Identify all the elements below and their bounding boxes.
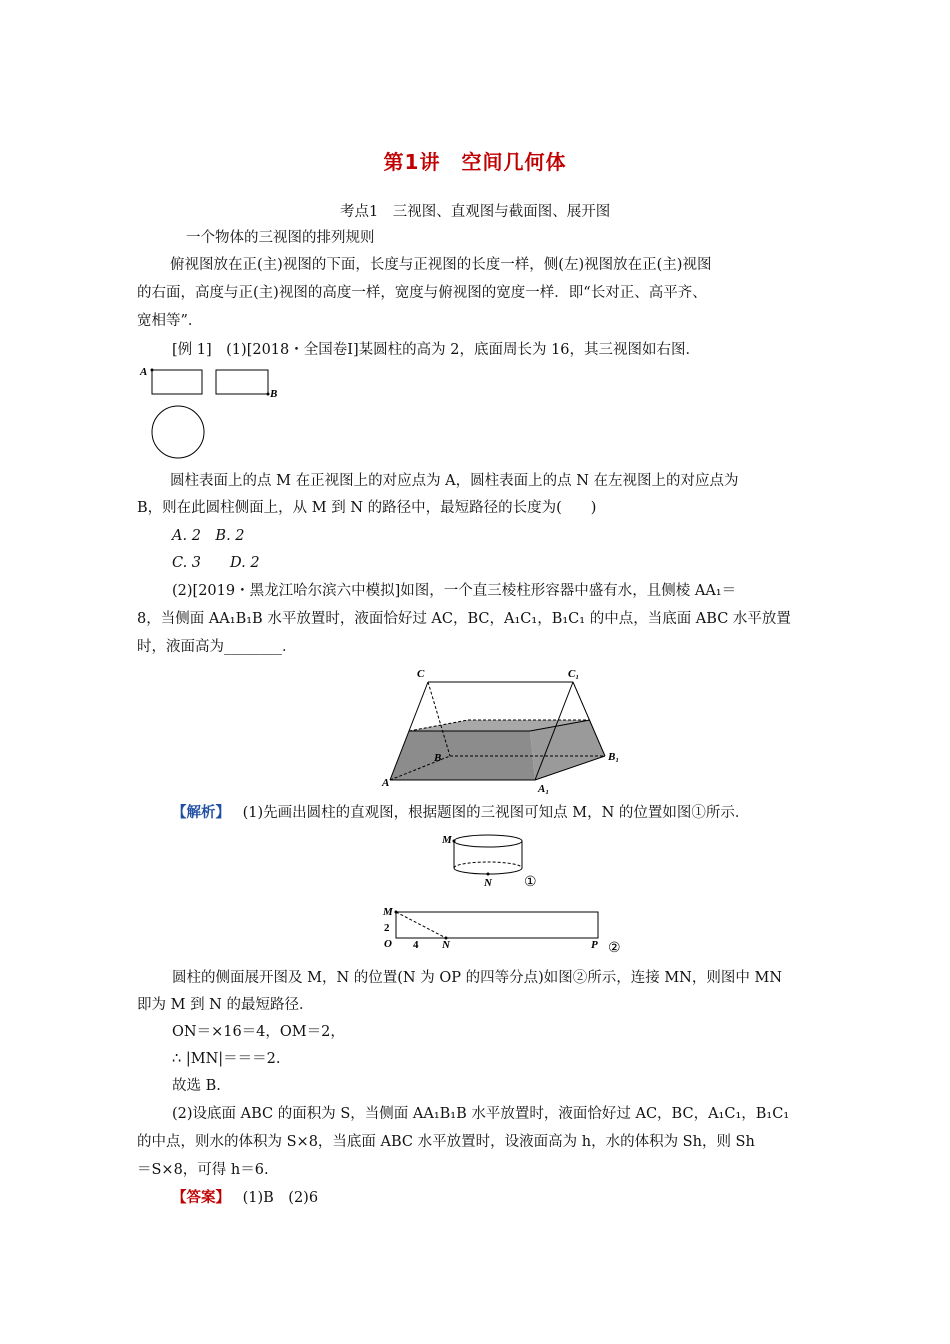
analysis-line: 的中点，则水的体积为 S×8，当底面 ABC 水平放置时，设液面高为 h，水的体积为 Sh，则 Sh [137, 1134, 755, 1150]
three-views-figure [138, 362, 298, 467]
rule-line: 宽相等”． [137, 313, 203, 329]
label-b: B [270, 388, 278, 400]
front-view [152, 370, 202, 394]
analysis-line: (1)先画出圆柱的直观图，根据题图的三视图可知点 M，N 的位置如图①所示． [242, 805, 750, 821]
rule-heading: 一个物体的三视图的排列规则 [186, 230, 375, 246]
cylinder-figure [440, 830, 550, 890]
answer-tag: 【答案】 [172, 1189, 230, 1206]
label-n: N [484, 877, 492, 889]
question2-line: 8，当侧面 AA₁B₁B 水平放置时，液面恰好过 AC，BC，A₁C₁，B₁C₁ 的中点，当底面 ABC 水平放置 [137, 611, 791, 627]
question2-line: 时，液面高为________． [137, 639, 297, 655]
prism-figure [380, 660, 620, 795]
page-title: 第1讲 空间几何体 [383, 150, 567, 174]
label-b: B [434, 752, 442, 764]
example-line: [例 1] (1)[2018・全国卷Ⅰ]某圆柱的高为 2，底面周长为 16，其三视图如右图． [172, 342, 701, 358]
figure-number: ② [608, 941, 621, 956]
analysis-line: ON＝×16＝4，OM＝2， [172, 1024, 345, 1040]
option-line: C. 3 D. 2 [172, 555, 260, 571]
top-view [152, 406, 204, 458]
question-line: B，则在此圆柱侧面上，从 M 到 N 的路径中，最短路径的长度为( ) [137, 500, 597, 516]
analysis-tag: 【解析】 [172, 804, 230, 821]
point-a [151, 369, 154, 372]
label-m: M [442, 834, 452, 846]
rule-line: 俯视图放在正(主)视图的下面，长度与正视图的长度一样，侧(左)视图放在正(主)视图 [170, 257, 712, 273]
question-line: 圆柱表面上的点 M 在正视图上的对应点为 A，圆柱表面上的点 N 在左视图上的对应点为 [170, 473, 739, 489]
label-m: M [383, 906, 393, 918]
label-4: 4 [413, 939, 419, 951]
label-a1: A₁ [538, 783, 550, 795]
rule-line: 的右面，高度与正(主)视图的高度一样，宽度与俯视图的宽度一样．即“长对正、高平齐、 [137, 285, 707, 301]
side-view [216, 370, 268, 394]
analysis-line: ＝S×8，可得 h＝6. [137, 1162, 269, 1178]
answer-text: (1)B (2)6 [242, 1190, 319, 1206]
unrolled-figure [380, 902, 640, 954]
analysis-line: ∴ |MN|＝＝＝2. [172, 1051, 281, 1067]
label-c: C [417, 668, 425, 680]
label-c1: C₁ [568, 668, 580, 680]
label-n: N [442, 939, 450, 951]
label-a: A [382, 777, 390, 789]
option-line: A. 2 B. 2 [172, 528, 245, 544]
label-p: P [591, 939, 598, 951]
analysis-line: (2)设底面 ABC 的面积为 S，当侧面 AA₁B₁B 水平放置时，液面恰好过 AC，BC，A₁C₁，B₁C₁ [172, 1106, 790, 1122]
section-heading: 考点1 三视图、直观图与截面图、展开图 [340, 204, 611, 220]
analysis-line: 故选 B. [172, 1078, 221, 1094]
analysis-line: 即为 M 到 N 的最短路径． [137, 997, 314, 1013]
label-2: 2 [384, 922, 390, 934]
label-a: A [140, 366, 148, 378]
label-o: O [384, 938, 392, 950]
analysis-line: 圆柱的侧面展开图及 M，N 的位置(N 为 OP 的四等分点)如图②所示，连接 MN，则图中 MN [172, 970, 783, 986]
figure-number: ① [524, 875, 537, 890]
question2-line: (2)[2019・黑龙江哈尔滨六中模拟]如图，一个直三棱柱形容器中盛有水，且侧棱 AA₁＝ [172, 583, 737, 599]
label-b1: B₁ [608, 751, 620, 763]
